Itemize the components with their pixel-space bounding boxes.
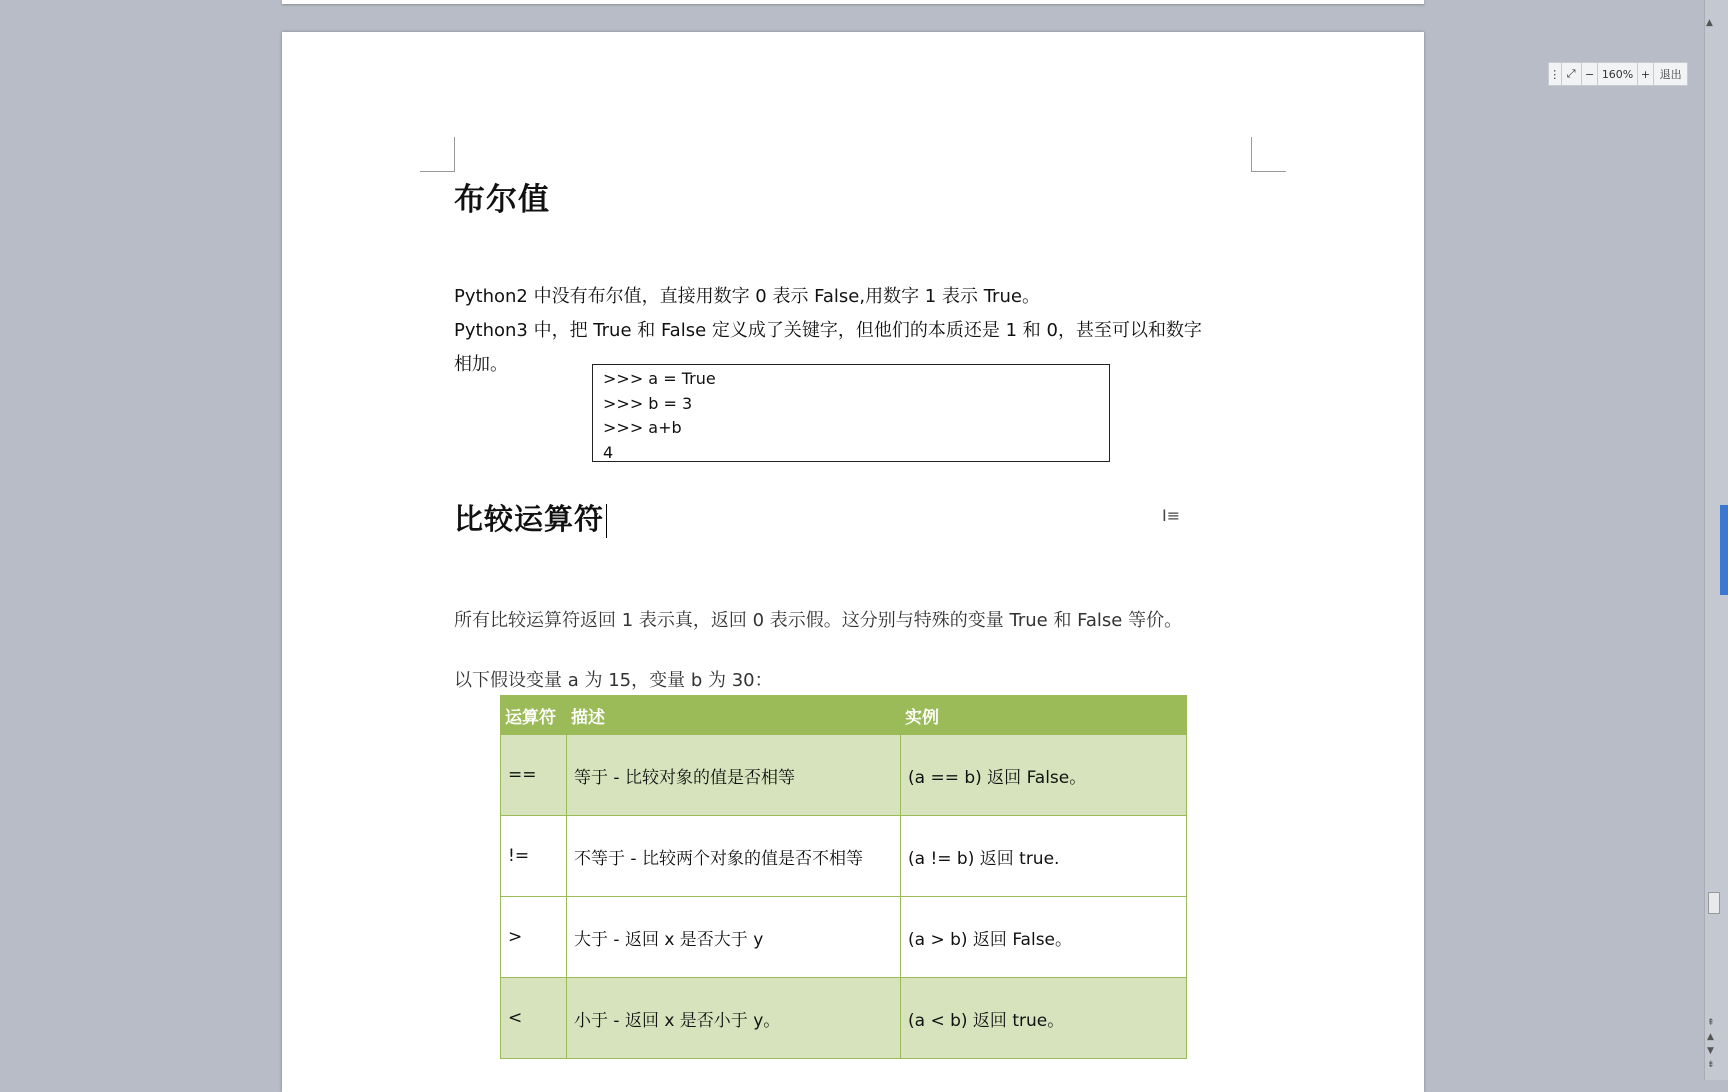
cell-description[interactable]: 小于 - 返回 x 是否小于 y。 [567, 978, 901, 1059]
table-header-row [501, 696, 1187, 735]
code-line: >>> a+b [603, 418, 682, 437]
text-caret [606, 504, 607, 538]
heading-comparison-operators[interactable] [454, 497, 607, 538]
cell-example[interactable]: (a == b) 返回 False。 [901, 735, 1187, 816]
table-row [501, 978, 1187, 1059]
page-nav-icons[interactable]: ⇞ ▲ ▼ ⇟ [1707, 1018, 1715, 1070]
cell-description[interactable]: 大于 - 返回 x 是否大于 y [567, 897, 901, 978]
cell-example[interactable]: (a > b) 返回 False。 [901, 897, 1187, 978]
scrollbar-thumb[interactable] [1708, 892, 1720, 914]
code-line: >>> b = 3 [603, 393, 693, 413]
zoom-level[interactable]: 160% [1598, 63, 1638, 85]
fit-page-icon[interactable]: ⤢ [1562, 63, 1582, 85]
code-line: >>> a = True [603, 369, 716, 388]
paragraph-python3-line1[interactable]: Python3 中，把 True 和 False 定义成了关键字，但他们的本质还是 1 和 0，甚至可以和数字 [454, 320, 1202, 341]
text-cursor-icon: I≡ [1162, 506, 1181, 525]
zoom-in-button[interactable]: + [1638, 63, 1654, 85]
margin-corner-top-left [420, 137, 455, 172]
code-block[interactable] [592, 364, 1110, 462]
document-page[interactable] [282, 32, 1424, 1092]
paragraph-variables[interactable]: 以下假设变量 a 为 15，变量 b 为 30： [454, 670, 773, 691]
side-panel-tab[interactable] [1720, 505, 1728, 595]
heading-boolean[interactable]: 布尔值 [454, 182, 550, 218]
cell-operator[interactable]: != [501, 816, 567, 897]
scroll-up-icon[interactable]: ▲ [1706, 18, 1713, 28]
code-line: 4 [603, 442, 614, 462]
cell-example[interactable]: (a < b) 返回 true。 [901, 978, 1187, 1059]
cell-operator[interactable]: > [501, 897, 567, 978]
heading-comparison-text: 比较运算符 [454, 502, 605, 536]
cell-description[interactable]: 不等于 - 比较两个对象的值是否不相等 [567, 816, 901, 897]
table-row [501, 897, 1187, 978]
table-row [501, 735, 1187, 816]
paragraph-comparison-desc[interactable]: 所有比较运算符返回 1 表示真，返回 0 表示假。这分别与特殊的变量 True 和 False 等价。 [454, 610, 1183, 631]
cell-description[interactable]: 等于 - 比较对象的值是否相等 [567, 735, 901, 816]
header-description: 描述 [567, 696, 901, 735]
exit-button[interactable]: 退出 [1659, 68, 1682, 81]
zoom-toolbar [1548, 62, 1688, 86]
cell-operator[interactable]: == [501, 735, 567, 816]
margin-corner-top-right [1251, 137, 1286, 172]
previous-page-edge [282, 0, 1424, 4]
grip-icon[interactable]: ⋮ [1549, 63, 1562, 85]
header-example: 实例 [901, 696, 1187, 735]
comparison-table[interactable] [500, 695, 1187, 1059]
table-row [501, 816, 1187, 897]
zoom-out-button[interactable]: − [1582, 63, 1598, 85]
paragraph-python3-line2[interactable]: 相加。 [454, 354, 508, 375]
cell-operator[interactable]: < [501, 978, 567, 1059]
cell-example[interactable]: (a != b) 返回 true. [901, 816, 1187, 897]
header-operator: 运算符 [501, 696, 567, 735]
paragraph-python2[interactable]: Python2 中没有布尔值，直接用数字 0 表示 False,用数字 1 表示 True。 [454, 286, 1040, 307]
